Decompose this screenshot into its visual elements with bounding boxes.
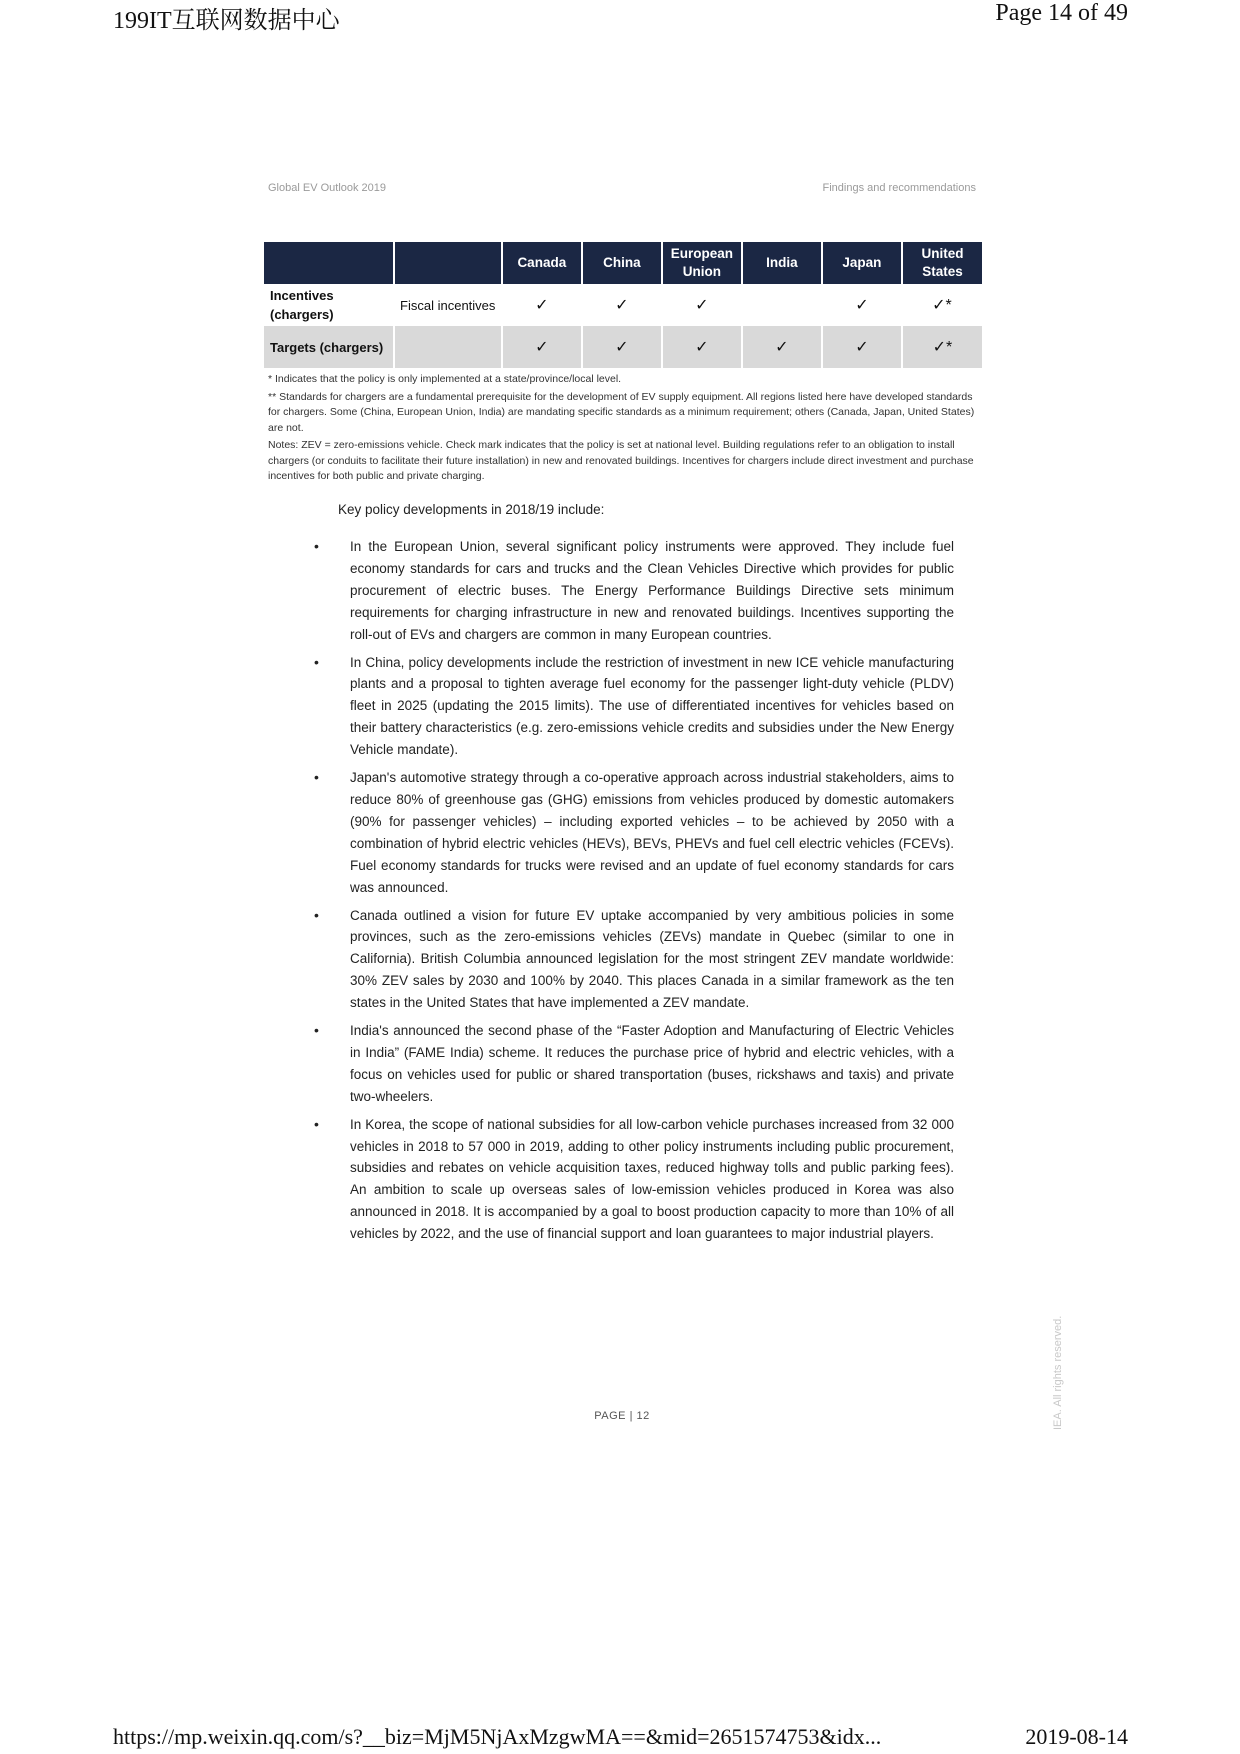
bullet-icon: • [314,1115,319,1132]
row-label: Incentives (chargers) [270,288,334,322]
list-item [314,652,954,762]
policy-table [264,242,982,368]
list-item-text: Japan's automotive strategy through a co-operative approach across industrial stakeholders, aims to reduce 80% of greenhouse gas (GHG) emissions from vehicles produced by domestic automakers (90% for passenger vehicles) – including exported vehicles – to be achieved by 2050 with a combination of hybrid electric vehicles (HEVs), BEVs, PHEVs and fuel cell electric vehicles (FCEVs). Fuel economy standards for trucks were revised and an update of fuel economy standards for cars was announced. [350,770,954,895]
col-header-japan: Japan [822,242,902,284]
page-counter: Page 14 of 49 [995,0,1128,26]
check-cell: ✓ [855,296,869,314]
table-notes [268,372,980,487]
row-sublabel [394,326,502,368]
col-header-us: United States [902,242,982,284]
bullet-icon: • [314,1022,319,1039]
table-row [264,326,982,368]
page-number: PAGE | 12 [594,1410,650,1422]
check-cell: ✓ [742,326,822,368]
check-cell: ✓ [615,296,629,314]
check-cell: ✓ [582,326,662,368]
check-cell: ✓* [932,296,952,314]
list-item [314,767,954,898]
lead-paragraph: Key policy developments in 2018/19 include: [338,502,605,517]
check-cell: ✓ [502,326,582,368]
print-footer [0,1724,1240,1754]
list-item-text: In the European Union, several significant policy instruments were approved. They include fuel economy standards for cars and trucks and the Clean Vehicles Directive which provides for public procurement of electric buses. The Energy Performance Buildings Directive sets minimum requirements for charging infrastructure in new and renovated buildings. Incentives supporting the roll-out of EVs and chargers are common in many European countries. [350,539,954,642]
bullet-icon: • [314,538,319,554]
copyright-watermark: IEA. All rights reserved. [1052,1315,1064,1430]
col-header-india: India [742,242,822,284]
check-cell: ✓ [822,326,902,368]
col-header [264,242,394,284]
table-header-row [264,242,982,284]
running-header-right: Findings and recommendations [822,182,976,194]
list-item-text: In Korea, the scope of national subsidies for all low-carbon vehicle purchases increased from 32 000 vehicles in 2018 to 57 000 in 2019, adding to other policy instruments including public procurement, subsidies and rebates on vehicle acquisition taxes, reduced highway tolls and public parking fees). An ambition to scale up overseas sales of low-emission vehicles produced in Korea was also announced in 2018. It is accompanied by a goal to boost production capacity to more than 10% of all vehicles by 2022, and the use of financial support and loan guarantees to major industrial players. [350,1116,954,1242]
col-header-china: China [582,242,662,284]
list-item [314,1114,954,1245]
row-label: Targets (chargers) [264,326,394,368]
list-item-text: In China, policy developments include the restriction of investment in new ICE vehicle manufacturing plants and a proposal to tighten average fuel economy for the passenger light-duty vehicle (PLDV) fleet in 2025 (updating the 2015 limits). The use of differentiated incentives for vehicles based on their battery characteristics (e.g. zero-emissions vehicle credits and subsidies under the New Energy Vehicle mandate). [350,654,954,758]
print-date: 2019-08-14 [1025,1724,1128,1749]
list-item-text: Canada outlined a vision for future EV uptake accompanied by very ambitious policies in some provinces, such as the zero-emissions vehicles (ZEVs) mandate in Quebec (similar to one in California). British Columbia announced legislation for the most stringent ZEV mandate worldwide: 30% ZEV sales by 2030 and 100% by 2040. This places Canada in a similar framework as the ten states in the United States that have implemented a ZEV mandate. [350,907,954,1011]
bullet-icon: • [314,653,319,670]
document-page [252,160,992,1450]
policy-bullet-list [314,536,954,1251]
print-header [0,0,1240,34]
table-row [264,284,982,326]
row-sublabel: Fiscal incentives [400,297,496,313]
col-header-eu: European Union [662,242,742,284]
list-item [314,1020,954,1108]
site-title: 199IT互联网数据中心 [113,8,340,34]
note-general: Notes: ZEV = zero-emissions vehicle. Check mark indicates that the policy is set at national level. Building regulations refer to an obligation to install chargers (or conduits to facilitate their future installation) in new and renovated buildings. Incentives for chargers include direct investment and purchase incentives for both public and private charging. [268,439,974,482]
note-double-asterisk: ** Standards for chargers are a fundamental prerequisite for the development of EV supply equipment. All regions listed here have developed standards for chargers. Some (China, European Union, India) are mandating specific standards as a minimum requirement; others (Canada, Japan, United States) are not. [268,390,975,434]
list-item [314,536,954,646]
list-item-text: India's announced the second phase of the “Faster Adoption and Manufacturing of Electric Vehicles in India” (FAME India) scheme. It reduces the purchase price of hybrid and electric vehicles, with a focus on vehicles used for public or shared transportation (buses, rickshaws and taxis) and private two-wheelers. [350,1023,954,1104]
bullet-icon: • [314,769,319,786]
check-cell: ✓ [695,296,709,314]
check-cell: ✓ [535,296,549,314]
check-cell: ✓* [902,326,982,368]
check-cell [742,284,822,326]
source-url: https://mp.weixin.qq.com/s?__biz=MjM5NjAxMzgwMA==&mid=2651574753&idx... [113,1724,882,1749]
check-cell: ✓ [662,326,742,368]
list-item [314,905,954,1015]
col-header [394,242,502,284]
note-asterisk: * Indicates that the policy is only implemented at a state/province/local level. [268,373,622,385]
col-header-canada: Canada [502,242,582,284]
bullet-icon: • [314,906,319,923]
running-header-left: Global EV Outlook 2019 [268,182,387,194]
